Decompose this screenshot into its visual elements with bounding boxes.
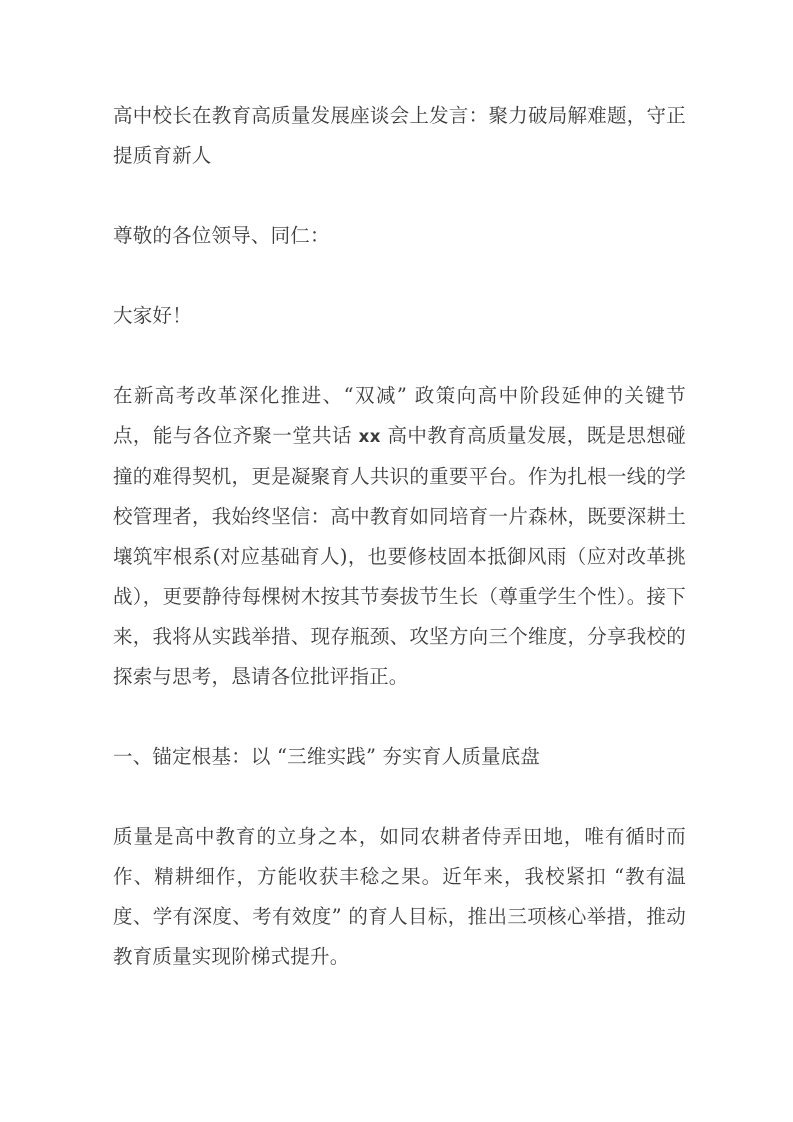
salutation: [113, 216, 686, 256]
document-body: [113, 96, 686, 977]
closing-paragraph: [113, 817, 686, 977]
section-heading-one-text: 一、锚定根基：以 “三维实践” 夯实育人质量底盘: [113, 745, 541, 768]
closing-paragraph-text: 质量是高中教育的立身之本，如同农耕者侍弄田地，唯有循时而作、精耕细作，方能收获丰稔之果。近年来，我校紧扣 “教有温度、学有深度、考有效度” 的育人目标，推出三项核心举措，推动教育质量实现阶梯式提升。: [113, 825, 686, 968]
greeting: [113, 296, 686, 336]
document-title: [113, 96, 686, 176]
intro-paragraph-part-2: 高中教育高质量发展，既是思想碰撞的难得契机，更是凝聚育人共识的重要平台。作为扎根一线的学校管理者，我始终坚信：高中教育如同培育一片森林，既要深耕土壤筑牢根系(对应基础育人)，也要修枝固本抵御风雨（应对改革挑战），更要静待每棵树木按其节奏拔节生长（尊重学生个性）。接下来，我将从实践举措、现存瓶颈、攻坚方向三个维度，分享我校的探索与思考，恳请各位批评指正。: [113, 424, 686, 688]
document-title-text: 高中校长在教育高质量发展座谈会上发言：聚力破局解难题，守正提质育新人: [113, 104, 686, 167]
organization-placeholder: xx: [358, 427, 381, 446]
section-heading-one: [113, 737, 686, 777]
intro-paragraph: [113, 376, 686, 697]
greeting-text: 大家好！: [113, 304, 192, 327]
intro-paragraph-part-1: 在新高考改革深化推进、“双减” 政策向高中阶段延伸的关键节点，能与各位齐聚一堂共话: [113, 384, 686, 447]
salutation-text: 尊敬的各位领导、同仁：: [113, 224, 330, 247]
